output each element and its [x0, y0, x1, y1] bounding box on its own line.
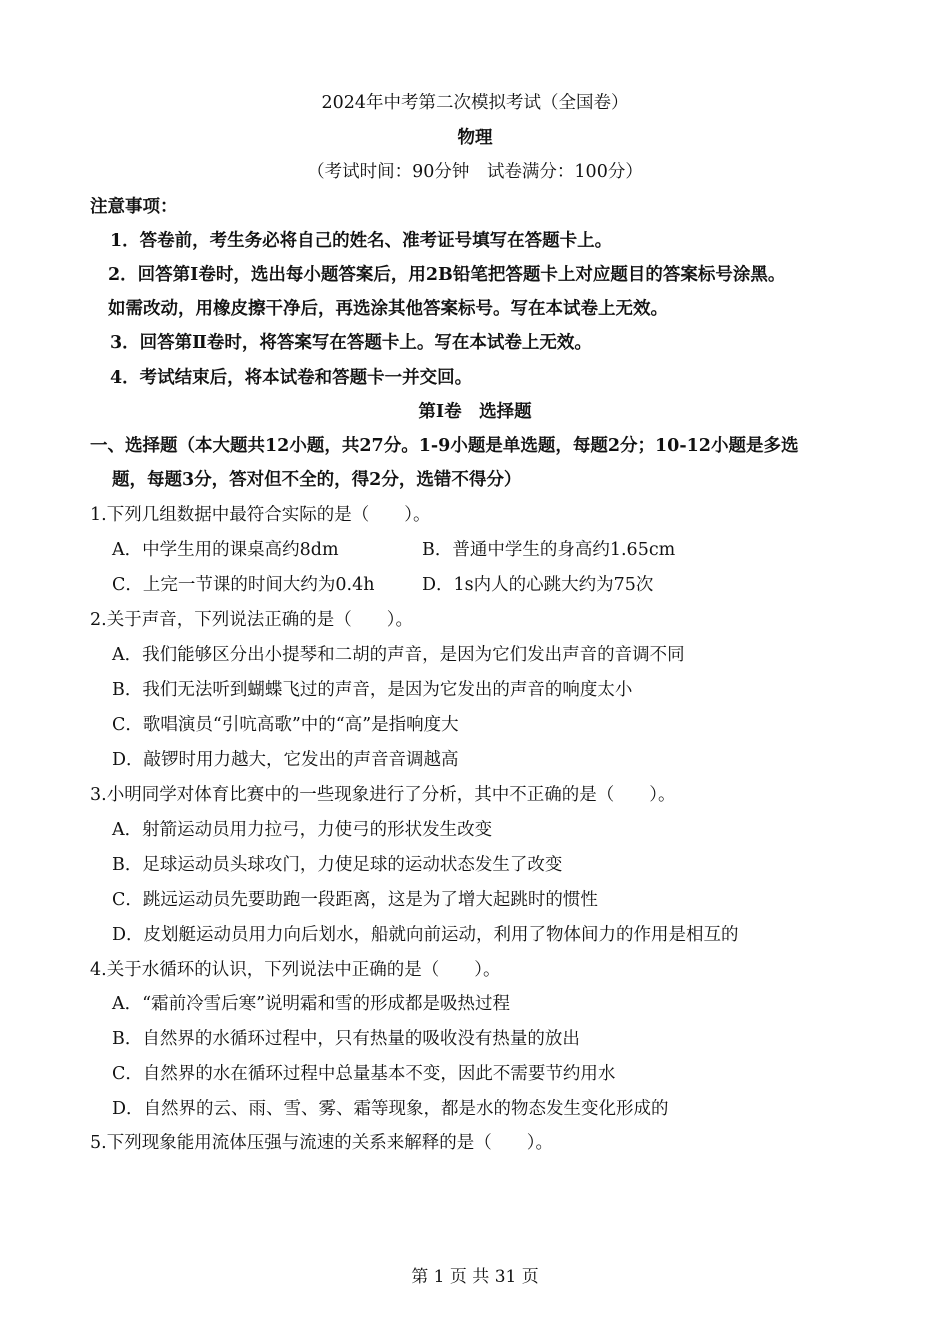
question-1-option-d: D．1s内人的心跳大约为75次: [422, 575, 654, 595]
question-1-option-c: C．上完一节课的时间大约为0.4h: [112, 575, 375, 595]
section-intro-cont: 题，每题3分，答对但不全的，得2分，选错不得分）: [112, 470, 522, 490]
question-2-stem: 2.关于声音，下列说法正确的是（ ）。: [90, 610, 413, 630]
question-4-option-a: A．“霜前冷雪后寒”说明霜和雪的形成都是吸热过程: [112, 994, 511, 1014]
question-2-option-a: A．我们能够区分出小提琴和二胡的声音，是因为它们发出声音的音调不同: [112, 645, 685, 665]
exam-info: （考试时间：90分钟 试卷满分：100分）: [307, 162, 643, 182]
question-4-option-b: B．自然界的水循环过程中，只有热量的吸收没有热量的放出: [112, 1029, 580, 1049]
question-3-option-c: C．跳远运动员先要助跑一段距离，这是为了增大起跳时的惯性: [112, 890, 598, 910]
question-3-option-a: A．射箭运动员用力拉弓，力使弓的形状发生改变: [112, 820, 493, 840]
subject-title: 物理: [457, 128, 493, 148]
question-3-option-d: D．皮划艇运动员用力向后划水，船就向前运动，利用了物体间力的作用是相互的: [112, 925, 739, 945]
question-4-option-c: C．自然界的水在循环过程中总量基本不变，因此不需要节约用水: [112, 1064, 616, 1084]
question-2-option-c: C．歌唱演员“引吭高歌”中的“高”是指响度大: [112, 715, 459, 735]
question-4-stem: 4.关于水循环的认识，下列说法中正确的是（ ）。: [90, 960, 501, 980]
question-4-option-d: D．自然界的云、雨、雪、雾、霜等现象，都是水的物态发生变化形成的: [112, 1099, 669, 1119]
notice-item-4: 4．考试结束后，将本试卷和答题卡一并交回。: [110, 368, 473, 388]
section-intro: 一、选择题（本大题共12小题，共27分。1-9小题是单选题，每题2分；10-12小题是多选: [90, 436, 799, 456]
page-footer: 第 1 页 共 31 页: [411, 1267, 539, 1287]
section-title: 第Ⅰ卷 选择题: [418, 402, 532, 422]
notice-item-3: 3．回答第Ⅱ卷时，将答案写在答题卡上。写在本试卷上无效。: [110, 333, 592, 353]
exam-title: 2024年中考第二次模拟考试（全国卷）: [321, 93, 629, 113]
question-3-option-b: B．足球运动员头球攻门，力使足球的运动状态发生了改变: [112, 855, 563, 875]
notice-item-2: 2．回答第Ⅰ卷时，选出每小题答案后，用2B铅笔把答题卡上对应题目的答案标号涂黑。: [108, 265, 786, 285]
notice-item-1: 1．答卷前，考生务必将自己的姓名、准考证号填写在答题卡上。: [110, 231, 613, 251]
notice-item-2-cont: 如需改动，用橡皮擦干净后，再选涂其他答案标号。写在本试卷上无效。: [108, 299, 668, 319]
question-5-stem: 5.下列现象能用流体压强与流速的关系来解释的是（ ）。: [90, 1133, 553, 1153]
question-2-option-b: B．我们无法听到蝴蝶飞过的声音，是因为它发出的声音的响度太小: [112, 680, 633, 700]
question-1-option-a: A．中学生用的课桌高约8dm: [112, 540, 339, 560]
question-3-stem: 3.小明同学对体育比赛中的一些现象进行了分析，其中不正确的是（ ）。: [90, 785, 676, 805]
question-2-option-d: D．敲锣时用力越大，它发出的声音音调越高: [112, 750, 459, 770]
question-1-option-b: B．普通中学生的身高约1.65cm: [422, 540, 676, 560]
notice-heading: 注意事项：: [90, 197, 178, 217]
question-1-stem: 1.下列几组数据中最符合实际的是（ ）。: [90, 505, 431, 525]
